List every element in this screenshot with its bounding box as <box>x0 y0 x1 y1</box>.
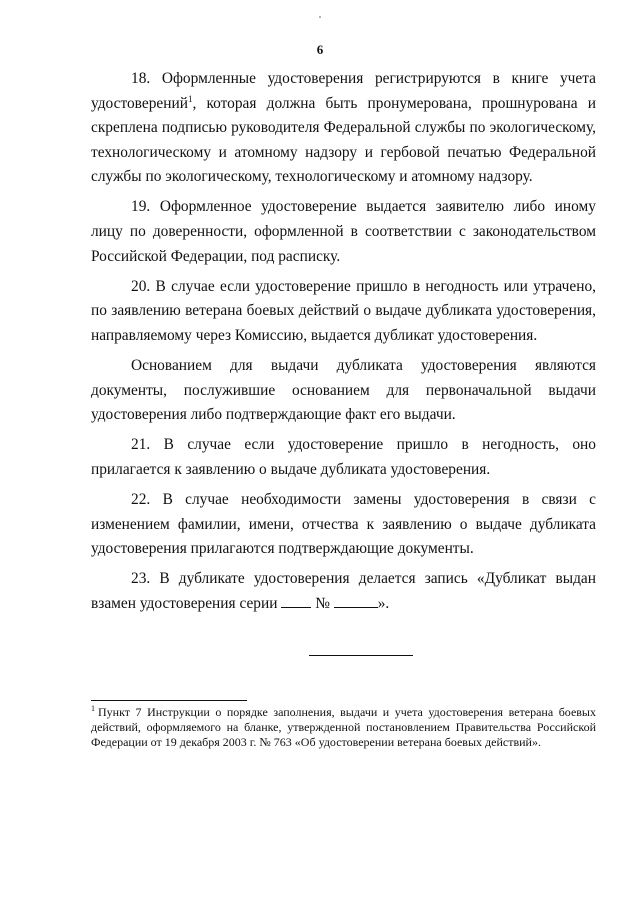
page-number: 6 <box>316 42 324 57</box>
number-blank <box>334 593 378 608</box>
end-of-text-rule <box>309 655 413 656</box>
footnote-separator <box>91 700 247 701</box>
paragraph-23 <box>91 567 596 616</box>
number-sign: № <box>315 594 330 612</box>
paragraph-22: 22. В случае необходимости замены удостоверения в связи с изменением фамилии, имени, отчества к заявлению о выдаче дубликата удостоверения прилагаются подтверждающие документы. <box>91 491 596 558</box>
paragraph-18 <box>91 67 596 190</box>
footnote-reference: 1 <box>187 93 193 104</box>
paragraph-18-continued: , которая должна быть пронумерована, прошнурована и скреплена подписью руководителя Федеральной службы по экологическому, технологическому и атомному надзору и гербовой печатью Федеральной службы по экологическому, технологическому и атомному надзору. <box>91 94 596 186</box>
footnote-text: Пункт 7 Инструкции о порядке заполнения, выдачи и учета удостоверения ветерана боевых действий, оформляемого на бланке, утвержденной постановлением Правительства Российской Федерации от 19 декабря 2003 г. № 763 «Об удостоверении ветерана боевых действий». <box>91 705 596 750</box>
paragraph-20: 20. В случае если удостоверение пришло в негодность или утрачено, по заявлению ветерана боевых действий о выдаче дубликата удостоверения, направляемому через Комиссию, выдается дубликат удостоверения. <box>91 277 596 344</box>
footnote <box>91 705 596 751</box>
scan-speck <box>319 16 321 18</box>
paragraph-21: 21. В случае если удостоверение пришло в негодность, оно прилагается к заявлению о выдаче дубликата удостоверения. <box>91 436 596 478</box>
footnote-marker: 1 <box>91 704 95 713</box>
paragraph-19: 19. Оформленное удостоверение выдается заявителю либо иному лицу по доверенности, оформленной в соответствии с законодательством Российской Федерации, под расписку. <box>91 198 596 265</box>
document-body <box>91 67 596 622</box>
paragraph-18-text: 18. Оформленные удостоверения регистрируются в книге учета удостоверений <box>91 70 596 112</box>
paragraph-20-grounds: Основанием для выдачи дубликата удостоверения являются документы, послужившие основанием для первоначальной выдачи удостоверения либо подтверждающие факт его выдачи. <box>91 357 596 424</box>
paragraph-23-closing: ». <box>377 594 390 612</box>
paragraph-23-text: 23. В дубликате удостоверения делается запись «Дубликат выдан взамен удостоверения серии <box>91 570 596 612</box>
series-blank <box>281 593 311 608</box>
